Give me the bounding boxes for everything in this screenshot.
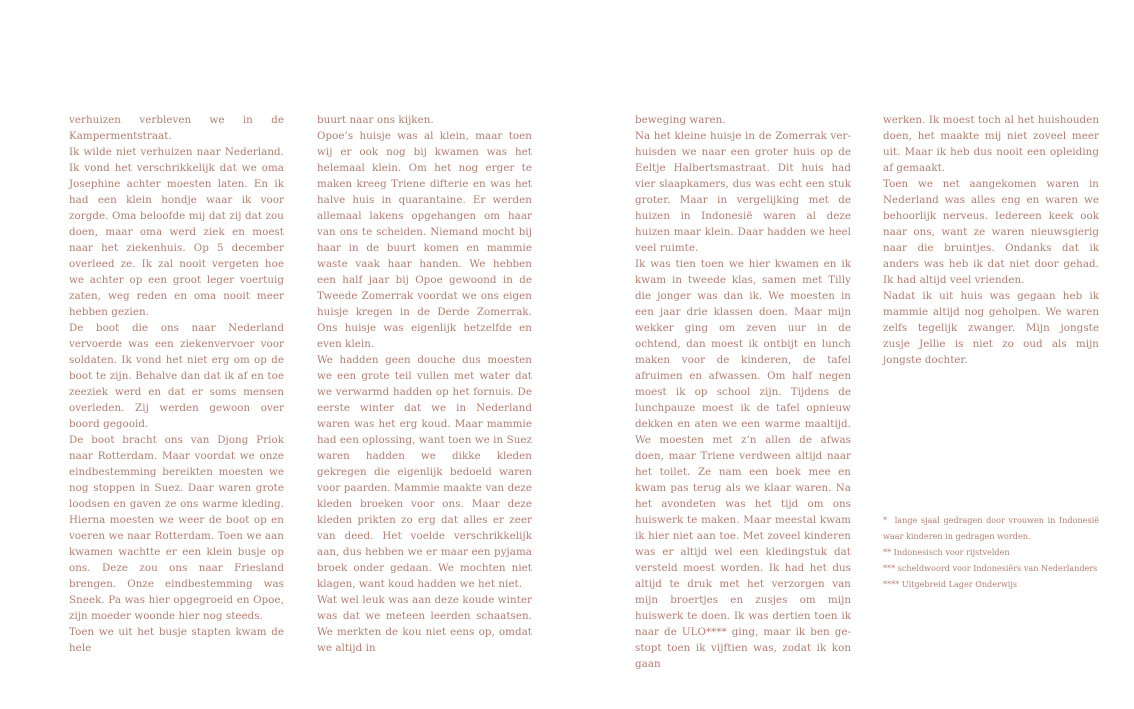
text-column-3 [635, 112, 851, 672]
paragraph: Na het kleine huisje in de Zomerrak verhuisden we naar een groter huis op de Eeltje Halbertsmastraat. Dit huis had vier slaapkamers, dus was echt een stuk groter. Maar in vergelijking met de huizen in Indonesië waren al deze huizen maar klein. Daar hadden we heel veel ruimte. [635, 130, 851, 254]
footnote: *** scheldwoord voor Indonesiërs van Nederlanders [883, 563, 1098, 573]
paragraph: De boot die ons naar Nederland vervoerde was een ziekenvervoer voor soldaten. Ik vond het niet erg om op de boot te zijn. Behalve dan dat ik af en toe zeeziek werd en dat er soms mensen overleden. Zij werden gewoon over boord gegooid. [69, 322, 284, 430]
text-column-1 [69, 112, 284, 656]
paragraph: buurt naar ons kijken. [317, 114, 434, 126]
paragraph: verhuizen verbleven we in de Kampermentstraat. [69, 114, 284, 142]
footnote: **** Uitgebreid Lager Onderwijs [883, 579, 1018, 589]
paragraph: Nadat ik uit huis was gegaan heb ik mammie altijd nog geholpen. We waren zelfs tegelijk zwanger. Mijn jongste zusje Jellie is niet zo oud als mijn jongste dochter. [883, 290, 1099, 366]
footnote: * lange sjaal gedragen door vrouwen in Indonesië waar kinderen in gedragen worden. [883, 515, 1099, 541]
footnotes [883, 512, 1099, 592]
text-column-2 [317, 112, 532, 656]
paragraph: werken. Ik moest toch al het huishouden doen, het maakte mij niet zoveel meer uit. Maar ik heb dus nooit een opleiding af gemaakt. [883, 114, 1099, 174]
paragraph: Wat wel leuk was aan deze koude winter was dat we meteen leerden schaatsen. We merkten de kou niet eens op, omdat we altijd in [317, 594, 532, 654]
paragraph: Ik was tien toen we hier kwamen en ik kwam in tweede klas, samen met Tilly die jonger was dan ik. We moesten in een jaar drie klassen doen. Maar mijn wekker ging om zeven uur in de ochtend, dan moest ik ontbijt en lunch maken voor de kinderen, de tafel afruimen en afwassen. Om half negen moest ik op school zijn. Tijdens de lunchpauze moest ik de tafel opnieuw dekken en aten we een warme maaltijd. We moesten met z’n allen de afwas doen, maar Triene verdween altijd naar het toilet. Ze nam een boek mee en kwam pas terug als we klaar waren. Na het avondeten was het tijd om ons huiswerk te maken. Maar meestal kwam ik hier niet aan toe. Met zoveel kinderen was er altijd wel een kledingstuk dat versteld moest worden. Ik had het dus altijd te druk met het verzorgen van mijn broertjes en zusjes om mijn huiswerk te doen. Ik was dertien toen ik naar de ULO**** ging, maar ik ben gestopt toen ik vijftien was, zodat ik kon gaan [635, 258, 851, 670]
footnote: ** Indonesisch voor rijstvelden [883, 547, 1010, 557]
paragraph: We hadden geen douche dus moesten we een grote teil vullen met water dat we verwarmd hadden op het fornuis. De eerste winter dat we in Nederland waren was het erg koud. Maar mammie had een oplossing, want toen we in Suez waren hadden we dikke kleden gekregen die eigenlijk bedoeld waren voor paarden. Mammie maakte van deze kleden broeken voor ons. Maar deze kleden prikten zo erg dat alles er zeer van deed. Het voelde verschrikkelijk aan, dus hebben we er maar een pyjama broek onder gedaan. We mochten niet klagen, want koud hadden we het niet. [317, 354, 532, 590]
paragraph: Opoe’s huisje was al klein, maar toen wij er ook nog bij kwamen was het helemaal klein. Om het nog erger te maken kreeg Triene difterie en was het halve huis in quarantaine. Er werden allemaal lakens opgehangen om haar van ons te scheiden. Niemand mocht bij haar in de buurt komen en mammie waste vaak haar handen. We hebben een half jaar bij Opoe gewoond in de Tweede Zomerrak voordat we ons eigen huisje kregen in de Derde Zomerrak. Ons huisje was eigenlijk hetzelfde en even klein. [317, 130, 532, 350]
paragraph: beweging waren. [635, 114, 726, 126]
paragraph: Ik wilde niet verhuizen naar Nederland. Ik vond het verschrikkelijk dat we oma Josephine achter moesten laten. En ik had een klein hondje waar ik voor zorgde. Oma beloofde mij dat zij dat zou doen, maar oma werd ziek en moest naar het ziekenhuis. Op 5 december overleed ze. Ik zal nooit vergeten hoe we achter op een groot leger voertuig zaten, weg reden en oma nooit meer hebben gezien. [69, 146, 284, 318]
text-column-4 [883, 112, 1099, 368]
paragraph: De boot bracht ons van Djong Priok naar Rotterdam. Maar voordat we onze eindbestemming bereikten moesten we nog stoppen in Suez. Daar waren grote loodsen en gaven ze ons warme kleding. Hierna moesten we weer de boot op en voeren we naar Rotterdam. Toen we aan kwamen wachtte er een klein busje op ons. Deze zou ons naar Friesland brengen. Onze eindbestemming was Sneek. Pa was hier opgegroeid en Opoe, zijn moeder woonde hier nog steeds. [69, 434, 284, 622]
paragraph: Toen we uit het busje stapten kwam de hele [69, 626, 284, 654]
paragraph: Toen we net aangekomen waren in Nederland was alles eng en waren we behoorlijk nerveus. Iedereen keek ook naar ons, want ze waren nieuwsgierig naar die bruintjes. Ondanks dat ik anders was heb ik dat niet door gehad. Ik had altijd veel vrienden. [883, 178, 1099, 286]
